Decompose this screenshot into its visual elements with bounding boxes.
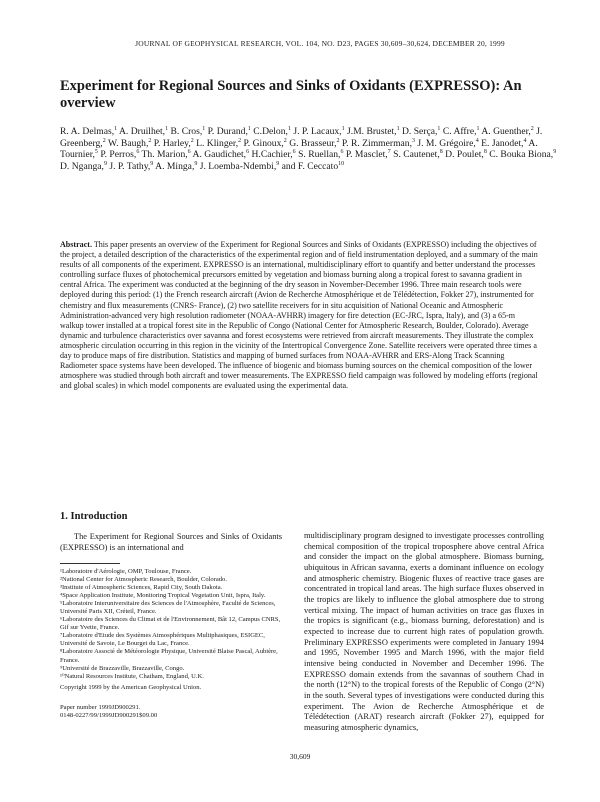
author-affiliation-mark: 2 (283, 137, 287, 144)
section-heading: 1. Introduction (60, 511, 128, 522)
author-affiliation-mark: 6 (340, 149, 344, 155)
author-affiliation-mark: 1 (476, 125, 480, 132)
author-name: C. Bouka Biona, (489, 149, 554, 161)
footnote-item: ²National Center for Atmospheric Research, Boulder, Colorado. (60, 576, 227, 584)
author-name: S. Cautenet, (393, 149, 440, 161)
author-name: L. Klinger, (196, 137, 239, 149)
author-affiliation-mark: 2 (336, 137, 340, 144)
author (489, 149, 556, 160)
author-name: C.Delon, (253, 126, 288, 137)
author-name: R. A. Delmas, (60, 126, 115, 137)
author-affiliation-mark: 9 (194, 160, 198, 167)
author-affiliation-mark: 2 (190, 137, 194, 144)
intro-paragraph-left: The Experiment for Regional Sources and Sinks of Oxidants (EXPRESSO) is an international and (60, 532, 282, 552)
author (109, 161, 153, 172)
author (481, 138, 526, 149)
author-name: J. Greenberg, (60, 126, 543, 149)
footnote-item: ⁴Space Application Institute, Monitoring Tropical Vegetation Unit, Ispra, Italy. (60, 592, 266, 600)
author (445, 149, 487, 160)
author-affiliation-mark: 1 (287, 125, 291, 132)
author-affiliation-mark: 7 (387, 149, 391, 155)
author (208, 126, 251, 137)
author (289, 138, 339, 149)
footnote-item: ¹Laboratoire d'Aérologie, OMP, Toulouse, France. (60, 568, 192, 575)
footnote-item: ³Institute of Atmospheric Sciences, Rapid City, South Dakota. (60, 584, 223, 592)
author-affiliation-mark: 3 (412, 137, 415, 144)
author-name: D. Nganga, (60, 160, 104, 172)
author-name: P. Ginoux, (243, 137, 284, 149)
author-affiliation-mark: 9 (553, 149, 557, 155)
author (417, 138, 478, 149)
footnote-item: ⁷Laboratoire d'Etude des Systèmes Atmosphériques Multiphasiques, ESIGEC, Université de Savoie, Le Bourget du Lac, France. (60, 632, 265, 648)
author-name: J. Loemba-Ndembi, (199, 160, 277, 172)
author-affiliation-mark: 8 (483, 149, 487, 155)
intro-paragraph-right: multidisciplinary program designed to investigate processes controlling chemical composition of the tropical troposphere above central Africa and consider the impact on the global atmosphere. Biomass burning, ubiquitous in African savanna, exerts a dominant influence on ecology and atmospheric chemistry. Biogenic fluxes of reactive trace gases are concentrated in tropical land areas. The high surface fluxes observed in the tropics are likely to influence the global atmosphere due to strong vertical mixing. The impact of human activities on trace gas fluxes in the tropics is significant (e.g., biomass burning, deforestation) and is expected to increase due to current high rates of population growth. Preliminary EXPRESSO experiments were completed in January 1994 and 1995, November 1995 and March 1996, with the major field intensive being conducted in November and December 1996. The EXPRESSO domain extends from the savannas of southern Chad in the north (12°N) to the tropical forests of the Republic of Congo (2°N) in the south. Several types of investigations were conducted during this experiment. The Avion de Recherche Atmosphérique et de Télédétection (ARAT) research aircraft (Fokker 27), equipped for measuring atmospheric dynamics, (304, 531, 544, 732)
footnote-item: ⁵Laboratoire Interuniversitaire des Sciences de l'Atmosphère, Faculté de Sciences, Université Paris XII, Créteil, France. (60, 600, 276, 616)
author-name: P. Perros, (100, 149, 137, 161)
author (171, 126, 206, 137)
author (60, 126, 117, 137)
author-name: E. Janodet, (481, 137, 524, 149)
author-affiliation-mark: 4 (475, 137, 479, 144)
author (196, 138, 241, 149)
author-affiliation-mark: 1 (341, 125, 345, 132)
abstract-label: Abstract. (60, 240, 92, 249)
author (298, 149, 343, 160)
author-affiliation-mark: 6 (187, 149, 191, 155)
author-name: J. M. Grégoire, (417, 137, 476, 149)
author-affiliation-mark: 9 (103, 160, 107, 167)
author-name: A. Gaudichet, (192, 149, 247, 161)
page-number: 30,609 (289, 752, 311, 761)
author-name: W. Baugh, (107, 137, 149, 149)
footnote-divider (60, 563, 120, 564)
author-name: A. Druilhet, (118, 126, 166, 137)
author-affiliation-mark: 9 (150, 160, 154, 167)
author-name: C. Affre, (442, 126, 477, 137)
author-list (60, 126, 560, 172)
author-affiliation-mark: 6 (246, 149, 250, 155)
author (200, 161, 279, 172)
author (193, 149, 250, 160)
author (402, 126, 440, 137)
author-name: J. P. Tathy, (109, 160, 151, 172)
author-name: P. Durand, (207, 126, 248, 137)
abstract (60, 240, 538, 391)
affiliation-footnotes (60, 568, 284, 681)
author-name: G. Brasseur, (289, 137, 337, 149)
author-affiliation-mark: 2 (148, 137, 152, 144)
author-affiliation-mark: 2 (102, 137, 106, 144)
author-affiliation-mark: 1 (114, 125, 118, 132)
paper-number: Paper number 1999JD900291. (60, 704, 141, 711)
author (142, 149, 191, 160)
issn-code: 0148-0227/99/1999JD900291$09.00 (60, 712, 158, 720)
author-affiliation-mark: 6 (136, 149, 140, 155)
author-name: H.Cachier, (251, 149, 293, 161)
running-head: JOURNAL OF GEOPHYSICAL RESEARCH, VOL. 104, NO. D23, PAGES 30,609–30,624, DECEMBER 20, 1999 (135, 39, 505, 48)
author-affiliation-mark: 1 (396, 125, 400, 132)
author-name: A. Minga, (155, 160, 195, 172)
author-affiliation-mark: 8 (439, 149, 443, 155)
author (155, 161, 197, 172)
footnote-item: ⁹Université de Brazzaville, Brazzaville, Congo. (60, 664, 185, 672)
author (100, 149, 139, 160)
author-affiliation-mark: 10 (338, 160, 345, 167)
author (282, 161, 345, 172)
author-affiliation-mark: 1 (247, 125, 251, 132)
author-affiliation-mark: 2 (530, 125, 534, 132)
author-name: A. Guenther, (481, 126, 531, 137)
author-name: P. R. Zimmerman, (341, 137, 412, 149)
author-name: J.M. Brustet, (346, 126, 397, 137)
author-name: A. Tournier, (60, 137, 538, 161)
author-name: D. Poulet, (445, 149, 484, 161)
author (253, 126, 291, 137)
abstract-text: This paper presents an overview of the Experiment for Regional Sources and Sinks of Oxidants (EXPRESSO) including the objectives of the project, a detailed description of the characteristics of the experimental region and of field instrumentation deployed, and a summary of the main results of all components of the experiment. EXPRESSO is an international, multidisciplinary effort to quantify and better understand the processes controlling surface fluxes of photochemical precursors emitted by vegetation and biomass burning along a tropical forest to savanna gradient in central Africa. The experiment was conducted at the beginning of the dry season in November-December 1996. Three main research tools were deployed during this period: (1) the French research aircraft (Avion de Recherche Atmosphérique et de Télédétection, Fokker 27), instrumented for chemistry and flux measurements (CNRS- France), (2) two satellite receivers for in situ acquisition of National Oceanic and Atmospheric Administration-advanced very high resolution radiometer (NOAA-AVHRR) imagery for fire detection (EC-JRC, Ispra, Italy), and (3) a 65-m walkup tower installed at a tropical forest site in the Republic of Congo (National Center for Atmospheric Research, Boulder, Colorado). Average dynamic and turbulence characteristics over savanna and forest ecosystems were retrieved from aircraft measurements. They illustrate the complex atmospheric circulation occurring in this region in the vicinity of the Intertropical Convergence Zone. Satellite receivers were operated three times a day to produce maps of fire distribution. Statistics and mapping of burned surfaces from NOAA-AVHRR and ERS-Along Track Scanning Radiometer space systems have been developed. The influence of biogenic and biomass burning sources on the chemical composition of the lower atmosphere was studied through both aircraft and tower measurements. The EXPRESSO field campaign was followed by modeling efforts (regional and global scales) in which model components are evaluated using the experimental data. (60, 240, 538, 391)
author-name: B. Cros, (170, 126, 203, 137)
author-name: and F. Ceccato (281, 160, 339, 172)
author (60, 161, 107, 172)
author (244, 138, 287, 149)
paper-identifiers (60, 704, 284, 720)
author (393, 149, 443, 160)
author-affiliation-mark: 6 (292, 149, 296, 155)
author (252, 149, 296, 160)
author (154, 138, 194, 149)
author-name: J. P. Lacaux, (293, 126, 342, 137)
author-name: D. Serça, (401, 126, 438, 137)
author-affiliation-mark: 5 (94, 149, 98, 155)
copyright-notice: Copyright 1999 by the American Geophysical Union. (60, 684, 202, 691)
author (346, 149, 391, 160)
author (119, 126, 168, 137)
author (293, 126, 344, 137)
author-affiliation-mark: 1 (165, 125, 169, 132)
footnote-item: ¹⁰Natural Resources Institute, Chatham, England, U.K. (60, 672, 204, 680)
author-name: Th. Marion, (141, 149, 188, 161)
author (342, 138, 415, 149)
footnote-item: ⁶Laboratoire des Sciences du Climat et de l'Environnement, Bât 12, Campus CNRS, Gif sur Yvette, France. (60, 616, 281, 632)
author (347, 126, 400, 137)
author-name: P. Masclet, (345, 149, 388, 161)
author-affiliation-mark: 4 (523, 137, 527, 144)
article-title: Experiment for Regional Sources and Sinks of Oxidants (EXPRESSO): An overview (60, 78, 522, 111)
author-affiliation-mark: 1 (437, 125, 441, 132)
author-affiliation-mark: 9 (276, 160, 280, 167)
author-name: P. Harley, (153, 137, 191, 149)
author (443, 126, 480, 137)
author-affiliation-mark: 1 (202, 125, 206, 132)
author-affiliation-mark: 2 (238, 137, 242, 144)
author-name: S. Ruellan, (298, 149, 341, 161)
footnote-item: ⁸Laboratoire Associé de Météorologie Physique, Université Blaise Pascal, Aubière, France. (60, 648, 278, 664)
author (481, 126, 533, 137)
author (108, 138, 151, 149)
